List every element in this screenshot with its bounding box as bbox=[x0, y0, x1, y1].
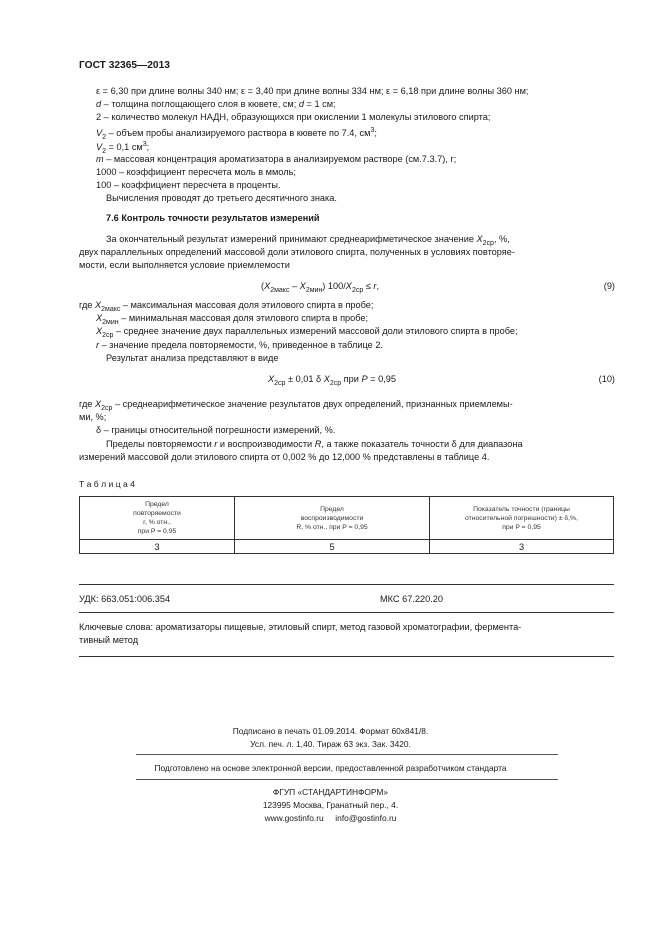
section-title: 7.6 Контроль точности результатов измерений bbox=[106, 213, 320, 223]
para1-line3: мости, если выполняется условие приемлемости bbox=[79, 260, 290, 270]
def-mass: m – массовая концентрация ароматизатора в анализируемом растворе (см.7.3.7), г; bbox=[96, 154, 457, 164]
def-1000: 1000 – коэффициент пересчета моль в ммоль; bbox=[96, 167, 296, 177]
where-xmin: $X_{2мин}$ – минимальная массовая доля этилового спирта в пробе; bbox=[96, 313, 369, 326]
imprint-publisher: ФГУП «СТАНДАРТИНФОРМ» bbox=[272, 787, 389, 797]
formula-10: $X_{2ср} \pm 0,01$ δ $X_{2ср}$ при P = 0,95 bbox=[268, 374, 396, 387]
table-cell-r: 3 bbox=[80, 540, 235, 554]
keywords-line2: тивный метод bbox=[79, 635, 139, 645]
table-cell-delta: 3 bbox=[430, 540, 614, 554]
where-x2avg-cont: ми, %; bbox=[79, 412, 107, 422]
mks-code: МКС 67.220.20 bbox=[380, 594, 443, 604]
where-r: r – значение предела повторяемости, %, приведенное в таблице 2. bbox=[96, 340, 383, 350]
table-caption: Т а б л и ц а 4 bbox=[79, 479, 135, 489]
imprint-divider-2 bbox=[136, 779, 558, 780]
def-volume: $V_2$ – объем пробы анализируемого раствора в кювете по 7.4, $см^3$; bbox=[96, 127, 377, 141]
formula-10-number: (10) bbox=[598, 374, 615, 384]
def-volume-value: $V_2 = 0,1$ $см^3$; bbox=[96, 141, 150, 155]
table-cell-R: 5 bbox=[235, 540, 430, 554]
formula-9: $(X_{2макс} - X_{2мин}) 100/X_{2ср} \le r$, bbox=[261, 281, 380, 294]
document-header: ГОСТ 32365—2013 bbox=[79, 60, 170, 71]
para1-line1: За окончательный результат измерений принимают среднеарифметическое значение $X_{2ср}$, %, bbox=[106, 234, 510, 247]
imprint-prepared: Подготовлено на основе электронной версии, предоставленной разработчиком стандарта bbox=[154, 763, 507, 773]
def-epsilon: ε = 6,30 при длине волны 340 нм; ε = 3,40 при длине волны 334 нм; ε = 6,18 при длине волны 360 нм; bbox=[96, 86, 529, 96]
imprint-print-run: Усл. печ. л. 1,40. Тираж 63 экз. Зак. 3420. bbox=[250, 739, 411, 749]
def-nadh: 2 – количество молекул НАДН, образующихся при окислении 1 молекулы этилового спирта; bbox=[96, 112, 491, 122]
para2: Результат анализа представляют в виде bbox=[106, 353, 279, 363]
table-header-accuracy: Показатель точности (границы относительной погрешности) ± δ,%, при P = 0,95 bbox=[430, 497, 614, 540]
udk-code: УДК: 663.051:006.354 bbox=[79, 594, 171, 604]
imprint-address: 123995 Москва, Гранатный пер., 4. bbox=[262, 800, 399, 810]
imprint-signed: Подписано в печать 01.09.2014. Формат 60х841/8. bbox=[232, 726, 429, 736]
table-row bbox=[80, 540, 614, 554]
table-header-row bbox=[80, 497, 614, 540]
divider-top bbox=[79, 584, 614, 585]
table-header-repeatability: Предел повторяемости r, % отн., при P = 0,95 bbox=[80, 497, 235, 540]
divider-middle bbox=[79, 612, 614, 613]
para3-line1: Пределы повторяемости r и воспроизводимости R, а также показатель точности δ для диапазона bbox=[106, 439, 523, 449]
where-xavg: $X_{2ср}$ – среднее значение двух параллельных измерений массовой доли этилового спирта в пробе; bbox=[96, 326, 518, 339]
where-x2avg: где $X_{2ср}$ – среднеарифметическое значение результатов двух определений, признанных приемлемы- bbox=[79, 399, 513, 412]
table-4 bbox=[79, 496, 614, 554]
imprint-divider-1 bbox=[136, 754, 558, 755]
keywords-line1: Ключевые слова: ароматизаторы пищевые, этиловый спирт, метод газовой хроматографии, фермента- bbox=[79, 622, 522, 632]
calc-note: Вычисления проводят до третьего десятичного знака. bbox=[106, 193, 337, 203]
where-xmax: где $X_{2макс}$ – максимальная массовая доля этилового спирта в пробе; bbox=[79, 300, 374, 313]
para3-line2: измерений массовой доли этилового спирта от 0,002 % до 12,000 % представлены в таблице 4. bbox=[79, 452, 490, 462]
where-delta: δ – границы относительной погрешности измерений, %. bbox=[96, 425, 336, 435]
def-100: 100 – коэффициент пересчета в проценты. bbox=[96, 180, 281, 190]
table-header-reproducibility: Предел воспроизводимости R, % отн., при P = 0,95 bbox=[235, 497, 430, 540]
divider-bottom bbox=[79, 656, 614, 657]
formula-9-number: (9) bbox=[603, 281, 615, 291]
def-thickness: d – толщина поглощающего слоя в кювете, см; d = 1 см; bbox=[96, 99, 336, 109]
imprint-web-email: www.gostinfo.ru info@gostinfo.ru bbox=[264, 813, 397, 823]
para1-line2: двух параллельных определений массовой доли этилового спирта, полученных в условиях повторяе- bbox=[79, 247, 515, 257]
